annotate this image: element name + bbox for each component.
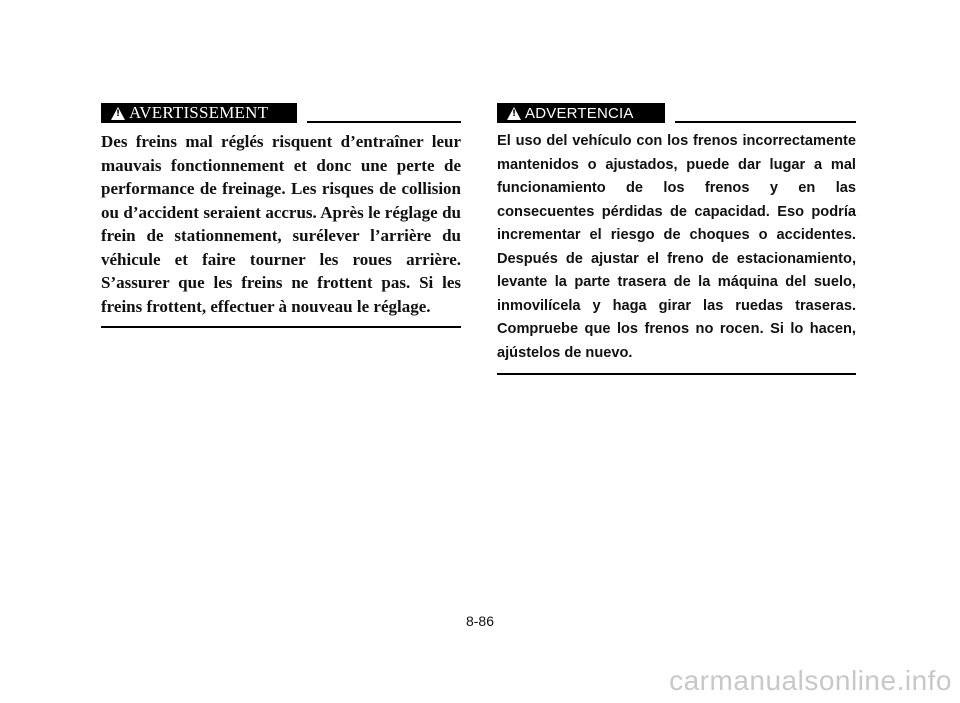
warning-header xyxy=(497,100,856,126)
warning-badge xyxy=(497,103,665,123)
warning-header xyxy=(101,100,461,126)
warning-box-french xyxy=(101,100,461,328)
warning-badge xyxy=(101,103,297,123)
warning-text: El uso del vehículo con los frenos incorrectamente mantenidos o ajustados, puede dar lugar a mal funcionamiento de los frenos y en las consecuentes pérdidas de capacidad. Eso podría incrementar el riesgo de choques o accidentes. Después de ajustar el freno de estacionamiento, levante la parte trasera de la máquina del suelo, inmovilícela y haga girar las ruedas traseras. Compruebe que los frenos no rocen. Si lo hacen, ajústelos de nuevo. xyxy=(497,133,856,361)
watermark: carmanualsonline.info xyxy=(669,665,952,696)
warning-badge-label: AVERTISSEMENT xyxy=(129,103,269,122)
footer-rule xyxy=(101,326,461,328)
warning-text: Des freins mal réglés risquent d’entraîner leur mauvais fonctionnement et donc une perte de performance de freinage. Les risques de collision ou d’accident seraient accrus. Après le réglage du frein de stationnement, surélever l’arrière du véhicule et faire tourner les roues arrière. S’assurer que les freins ne frottent pas. Si les freins frottent, effectuer à nouveau le réglage. xyxy=(101,132,461,316)
warning-box-spanish xyxy=(497,100,856,375)
footer-rule xyxy=(497,373,856,375)
warning-triangle-icon xyxy=(111,107,125,120)
warning-triangle-icon xyxy=(507,107,521,120)
page-number: 8-86 xyxy=(465,613,495,629)
warning-badge-label: ADVERTENCIA xyxy=(525,104,634,122)
